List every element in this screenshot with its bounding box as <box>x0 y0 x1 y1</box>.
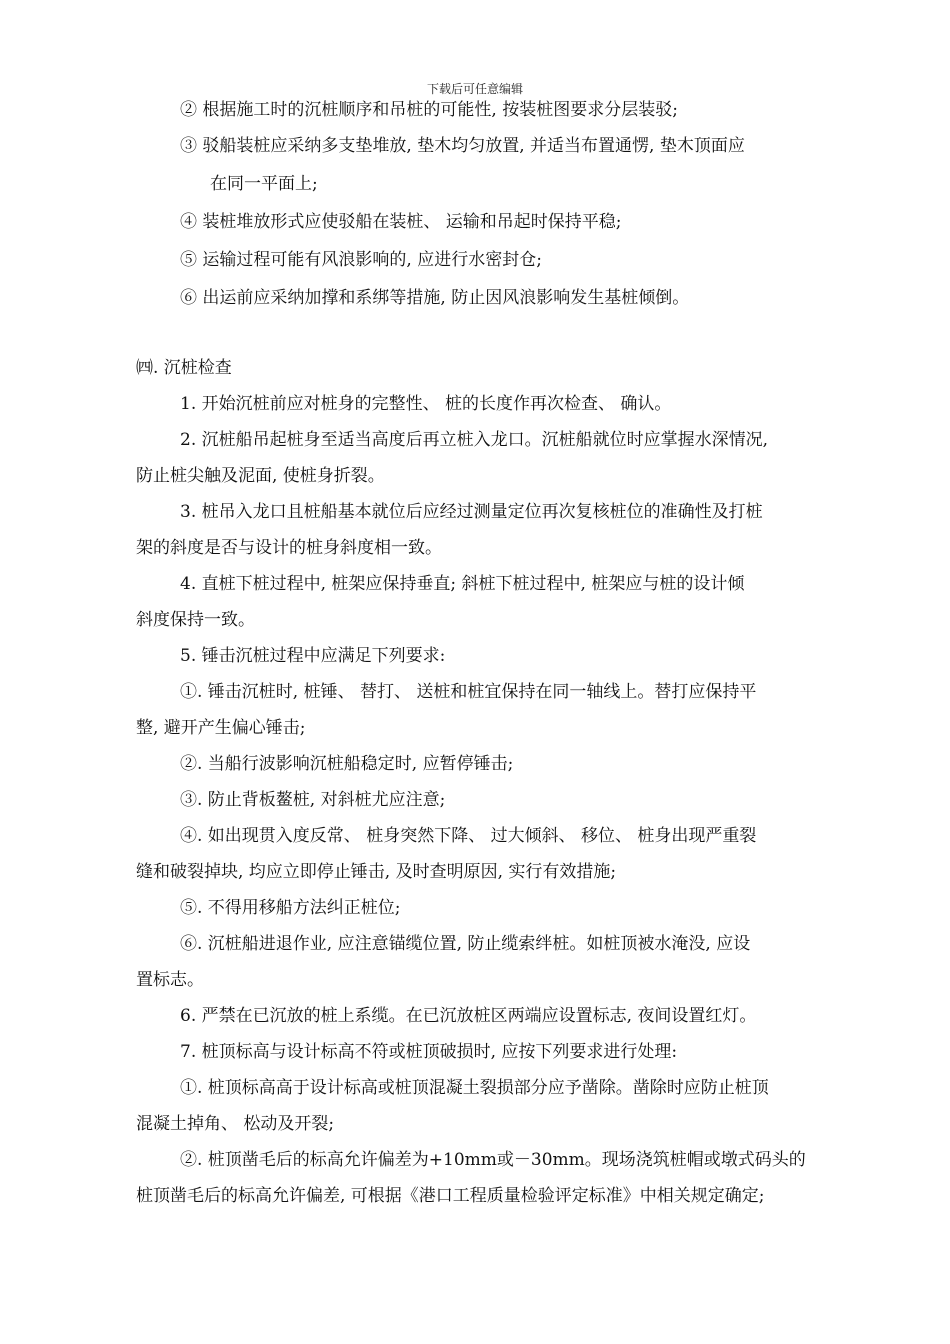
paragraph-line: ⑤. 不得用移船方法纠正桩位; <box>180 898 401 918</box>
paragraph-line: 整, 避开产生偏心锤击; <box>136 718 306 738</box>
paragraph-line: 防止桩尖触及泥面, 使桩身折裂。 <box>136 466 385 486</box>
list-item: ⑥ 出运前应采纳加撑和系绑等措施, 防止因风浪影响发生基桩倾倒。 <box>180 288 690 308</box>
paragraph-line: 2. 沉桩船吊起桩身至适当高度后再立桩入龙口。沉桩船就位时应掌握水深情况, <box>180 430 769 450</box>
paragraph-line: ③. 防止背板鳌桩, 对斜桩尤应注意; <box>180 790 446 810</box>
paragraph-line: 桩顶凿毛后的标高允许偏差, 可根据《港口工程质量检验评定标准》中相关规定确定; <box>136 1186 765 1206</box>
list-item: ③ 驳船装桩应采纳多支垫堆放, 垫木均匀放置, 并适当布置通愣, 垫木顶面应 <box>180 136 745 156</box>
list-item: ⑤ 运输过程可能有风浪影响的, 应进行水密封仓; <box>180 250 542 270</box>
section-heading: ㈣. 沉桩检查 <box>136 358 232 378</box>
list-item: ④ 装桩堆放形式应使驳船在装桩、 运输和吊起时保持平稳; <box>180 212 622 232</box>
paragraph-line: 混凝土掉角、 松动及开裂; <box>136 1114 335 1134</box>
list-item-continuation: 在同一平面上; <box>210 174 318 194</box>
page-header: 下载后可任意编辑 <box>426 82 523 96</box>
paragraph-line: 斜度保持一致。 <box>136 610 255 630</box>
paragraph-line: 3. 桩吊入龙口且桩船基本就位后应经过测量定位再次复核桩位的准确性及打桩 <box>180 502 763 522</box>
paragraph-line: 6. 严禁在已沉放的桩上系缆。在已沉放桩区两端应设置标志, 夜间设置红灯。 <box>180 1006 757 1026</box>
paragraph-line: ④. 如出现贯入度反常、 桩身突然下降、 过大倾斜、 移位、 桩身出现严重裂 <box>180 826 757 846</box>
paragraph-line: ①. 桩顶标高高于设计标高或桩顶混凝土裂损部分应予凿除。凿除时应防止桩顶 <box>180 1078 769 1098</box>
paragraph-line: 架的斜度是否与设计的桩身斜度相一致。 <box>136 538 442 558</box>
paragraph-line: ②. 当船行波影响沉桩船稳定时, 应暂停锤击; <box>180 754 514 774</box>
paragraph-line: 置标志。 <box>136 970 204 990</box>
paragraph-line: 缝和破裂掉块, 均应立即停止锤击, 及时查明原因, 实行有效措施; <box>136 862 617 882</box>
list-item: ② 根据施工时的沉桩顺序和吊桩的可能性, 按装桩图要求分层装驳; <box>180 100 678 120</box>
paragraph-line: 7. 桩顶标高与设计标高不符或桩顶破损时, 应按下列要求进行处理: <box>180 1042 678 1062</box>
paragraph-line: 5. 锤击沉桩过程中应满足下列要求: <box>180 646 446 666</box>
paragraph-line: 4. 直桩下桩过程中, 桩架应保持垂直; 斜桩下桩过程中, 桩架应与桩的设计倾 <box>180 574 745 594</box>
paragraph-line: 1. 开始沉桩前应对桩身的完整性、 桩的长度作再次检查、 确认。 <box>180 394 672 414</box>
paragraph-line: ①. 锤击沉桩时, 桩锤、 替打、 送桩和桩宜保持在同一轴线上。替打应保持平 <box>180 682 757 702</box>
paragraph-line: ⑥. 沉桩船进退作业, 应注意锚缆位置, 防止缆索绊桩。如桩顶被水淹没, 应设 <box>180 934 751 954</box>
paragraph-line: ②. 桩顶凿毛后的标高允许偏差为+10mm或－30mm。现场浇筑桩帽或墩式码头的 <box>180 1150 806 1170</box>
